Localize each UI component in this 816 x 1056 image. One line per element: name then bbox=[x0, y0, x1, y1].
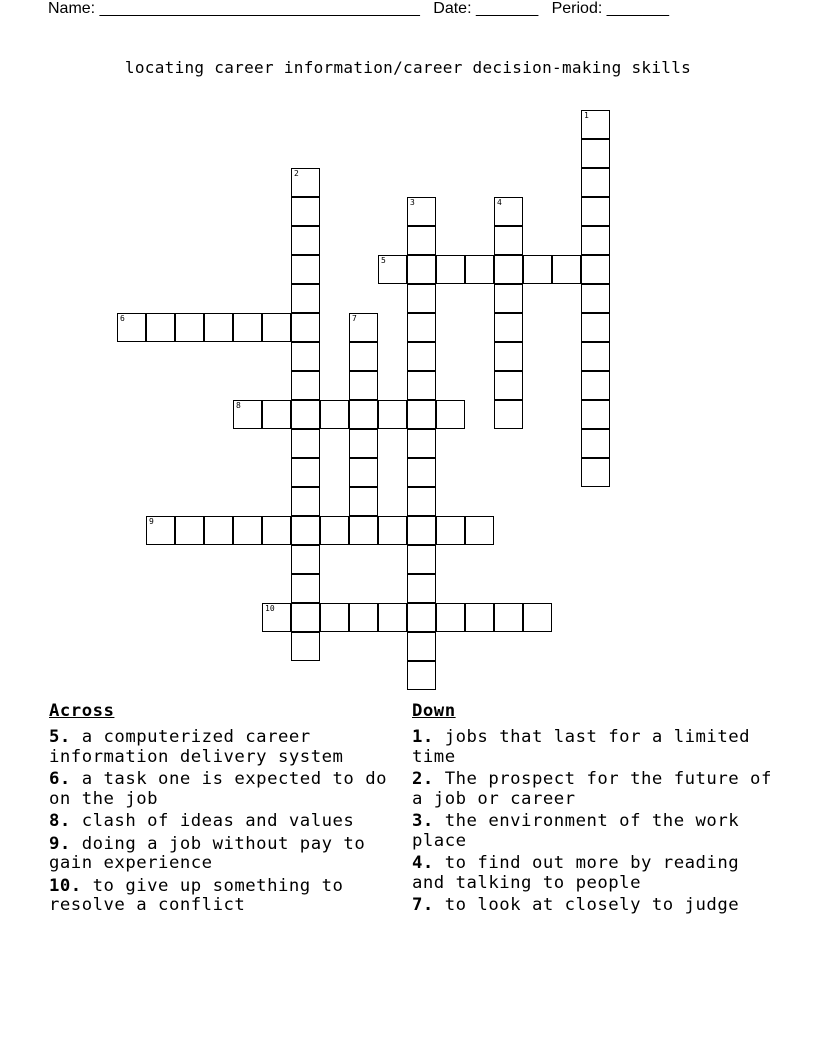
grid-cell[interactable] bbox=[581, 429, 610, 458]
grid-cell[interactable] bbox=[436, 255, 465, 284]
grid-cell[interactable] bbox=[349, 342, 378, 371]
clue-item bbox=[49, 728, 399, 767]
grid-cell[interactable] bbox=[436, 603, 465, 632]
clue-item bbox=[49, 812, 399, 832]
clue-number-label: 8. bbox=[49, 811, 71, 831]
grid-cell[interactable] bbox=[407, 574, 436, 603]
grid-cell[interactable] bbox=[262, 400, 291, 429]
grid-cell[interactable] bbox=[349, 400, 378, 429]
grid-cell[interactable] bbox=[349, 371, 378, 400]
clue-text: to find out more by reading and talking to people bbox=[412, 853, 740, 893]
clue-number: 4 bbox=[497, 198, 502, 207]
grid-cell[interactable] bbox=[349, 603, 378, 632]
grid-cell[interactable] bbox=[262, 516, 291, 545]
grid-cell[interactable] bbox=[349, 429, 378, 458]
across-clue-list bbox=[49, 728, 399, 916]
grid-cell[interactable] bbox=[407, 226, 436, 255]
clue-text: a computerized career information delivery system bbox=[49, 727, 344, 767]
clue-number-label: 7. bbox=[412, 895, 434, 915]
clue-number-label: 4. bbox=[412, 853, 434, 873]
clue-number: 6 bbox=[120, 314, 125, 323]
grid-cell[interactable] bbox=[378, 603, 407, 632]
name-field[interactable]: ____________________________________ bbox=[99, 0, 420, 17]
grid-cell[interactable] bbox=[291, 284, 320, 313]
clue-number-label: 10. bbox=[49, 875, 82, 896]
grid-cell[interactable] bbox=[581, 226, 610, 255]
grid-cell[interactable] bbox=[291, 371, 320, 400]
clue-text: a task one is expected to do on the job bbox=[49, 769, 388, 809]
grid-cell[interactable] bbox=[494, 226, 523, 255]
grid-cell[interactable] bbox=[494, 400, 523, 429]
grid-cell[interactable] bbox=[494, 284, 523, 313]
grid-cell[interactable] bbox=[581, 284, 610, 313]
grid-cell[interactable] bbox=[349, 458, 378, 487]
grid-cell[interactable] bbox=[581, 400, 610, 429]
clue-number: 10 bbox=[265, 604, 275, 613]
clue-number-label: 5. bbox=[49, 727, 71, 747]
grid-cell[interactable] bbox=[494, 313, 523, 342]
clue-item bbox=[412, 896, 782, 916]
grid-cell[interactable] bbox=[320, 603, 349, 632]
grid-cell[interactable] bbox=[407, 487, 436, 516]
grid-cell[interactable] bbox=[407, 313, 436, 342]
grid-cell[interactable] bbox=[291, 545, 320, 574]
grid-cell[interactable] bbox=[581, 313, 610, 342]
clue-item bbox=[49, 770, 399, 809]
down-clues bbox=[412, 700, 782, 919]
across-heading: Across bbox=[49, 701, 115, 721]
grid-cell[interactable] bbox=[523, 603, 552, 632]
down-clue-list bbox=[412, 728, 782, 916]
grid-cell[interactable] bbox=[262, 603, 291, 632]
grid-cell[interactable] bbox=[407, 371, 436, 400]
clue-text: the environment of the work place bbox=[412, 811, 740, 851]
grid-cell[interactable] bbox=[552, 255, 581, 284]
clue-text: to look at closely to judge bbox=[433, 895, 740, 915]
grid-cell[interactable] bbox=[320, 516, 349, 545]
clue-text: The prospect for the future of a job or career bbox=[412, 769, 772, 809]
clue-text: jobs that last for a limited time bbox=[412, 727, 751, 767]
grid-cell[interactable] bbox=[581, 110, 610, 139]
grid-cell[interactable] bbox=[291, 487, 320, 516]
clue-text: clash of ideas and values bbox=[70, 811, 355, 831]
grid-cell[interactable] bbox=[349, 313, 378, 342]
grid-cell[interactable] bbox=[291, 603, 320, 632]
grid-cell[interactable] bbox=[581, 255, 610, 284]
clue-item bbox=[412, 770, 782, 809]
grid-cell[interactable] bbox=[494, 371, 523, 400]
grid-cell[interactable] bbox=[465, 516, 494, 545]
grid-cell[interactable] bbox=[378, 400, 407, 429]
period-field[interactable]: _______ bbox=[606, 0, 670, 17]
grid-cell[interactable] bbox=[349, 487, 378, 516]
clue-item bbox=[412, 812, 782, 851]
down-heading: Down bbox=[412, 701, 456, 721]
grid-cell[interactable] bbox=[291, 313, 320, 342]
grid-cell[interactable] bbox=[291, 255, 320, 284]
clue-text: doing a job without pay to gain experience bbox=[49, 833, 366, 873]
clue-number: 1 bbox=[584, 111, 589, 120]
clue-item bbox=[49, 877, 399, 916]
grid-cell[interactable] bbox=[233, 313, 262, 342]
grid-cell[interactable] bbox=[494, 342, 523, 371]
grid-cell[interactable] bbox=[581, 197, 610, 226]
grid-cell[interactable] bbox=[291, 429, 320, 458]
clue-number: 7 bbox=[352, 314, 357, 323]
grid-cell[interactable] bbox=[407, 400, 436, 429]
clue-number-label: 9. bbox=[49, 833, 71, 854]
clue-number: 5 bbox=[381, 256, 386, 265]
grid-cell[interactable] bbox=[581, 342, 610, 371]
clue-item bbox=[412, 854, 782, 893]
clue-number-label: 2. bbox=[412, 769, 434, 789]
grid-cell[interactable] bbox=[349, 516, 378, 545]
clue-number: 8 bbox=[236, 401, 241, 410]
grid-cell[interactable] bbox=[262, 313, 291, 342]
page-title: locating career information/career decision-making skills bbox=[124, 58, 692, 77]
date-label: Date: bbox=[433, 0, 476, 17]
grid-cell[interactable] bbox=[291, 632, 320, 661]
clue-number: 2 bbox=[294, 169, 299, 178]
grid-cell[interactable] bbox=[175, 516, 204, 545]
grid-cell[interactable] bbox=[494, 197, 523, 226]
grid-cell[interactable] bbox=[465, 255, 494, 284]
grid-cell[interactable] bbox=[407, 632, 436, 661]
grid-cell[interactable] bbox=[291, 516, 320, 545]
across-clues bbox=[49, 700, 399, 919]
grid-cell[interactable] bbox=[146, 516, 175, 545]
date-field[interactable]: _______ bbox=[475, 0, 539, 17]
grid-cell[interactable] bbox=[407, 516, 436, 545]
grid-cell[interactable] bbox=[407, 255, 436, 284]
grid-cell[interactable] bbox=[581, 458, 610, 487]
clue-number-label: 6. bbox=[49, 769, 71, 789]
grid-cell[interactable] bbox=[436, 516, 465, 545]
period-label: Period: bbox=[551, 0, 607, 17]
grid-cell[interactable] bbox=[407, 429, 436, 458]
grid-cell[interactable] bbox=[117, 313, 146, 342]
grid-cell[interactable] bbox=[436, 400, 465, 429]
grid-cell[interactable] bbox=[204, 313, 233, 342]
grid-cell[interactable] bbox=[291, 168, 320, 197]
clue-item bbox=[412, 728, 782, 767]
grid-cell[interactable] bbox=[291, 574, 320, 603]
grid-cell[interactable] bbox=[291, 342, 320, 371]
clue-number-label: 3. bbox=[412, 811, 434, 831]
grid-cell[interactable] bbox=[407, 661, 436, 690]
grid-cell[interactable] bbox=[204, 516, 233, 545]
grid-cell[interactable] bbox=[581, 139, 610, 168]
name-label: Name: bbox=[48, 0, 100, 17]
worksheet-header bbox=[48, 0, 669, 18]
grid-cell[interactable] bbox=[407, 603, 436, 632]
grid-cell[interactable] bbox=[523, 255, 552, 284]
grid-cell[interactable] bbox=[494, 603, 523, 632]
grid-cell[interactable] bbox=[320, 400, 349, 429]
grid-cell[interactable] bbox=[233, 400, 262, 429]
grid-cell[interactable] bbox=[146, 313, 175, 342]
grid-cell[interactable] bbox=[581, 371, 610, 400]
clue-number: 9 bbox=[149, 517, 154, 526]
clue-number-label: 1. bbox=[412, 727, 434, 747]
grid-cell[interactable] bbox=[465, 603, 494, 632]
grid-cell[interactable] bbox=[291, 197, 320, 226]
clue-item bbox=[49, 835, 399, 874]
clue-text: to give up something to resolve a conflict bbox=[49, 875, 344, 915]
grid-cell[interactable] bbox=[407, 545, 436, 574]
grid-cell[interactable] bbox=[494, 255, 523, 284]
grid-cell[interactable] bbox=[378, 516, 407, 545]
grid-cell[interactable] bbox=[378, 255, 407, 284]
clue-number: 3 bbox=[410, 198, 415, 207]
grid-cell[interactable] bbox=[291, 458, 320, 487]
grid-cell[interactable] bbox=[407, 197, 436, 226]
grid-cell[interactable] bbox=[291, 226, 320, 255]
grid-cell[interactable] bbox=[407, 458, 436, 487]
grid-cell[interactable] bbox=[407, 284, 436, 313]
grid-cell[interactable] bbox=[233, 516, 262, 545]
grid-cell[interactable] bbox=[291, 400, 320, 429]
grid-cell[interactable] bbox=[581, 168, 610, 197]
grid-cell[interactable] bbox=[175, 313, 204, 342]
grid-cell[interactable] bbox=[407, 342, 436, 371]
